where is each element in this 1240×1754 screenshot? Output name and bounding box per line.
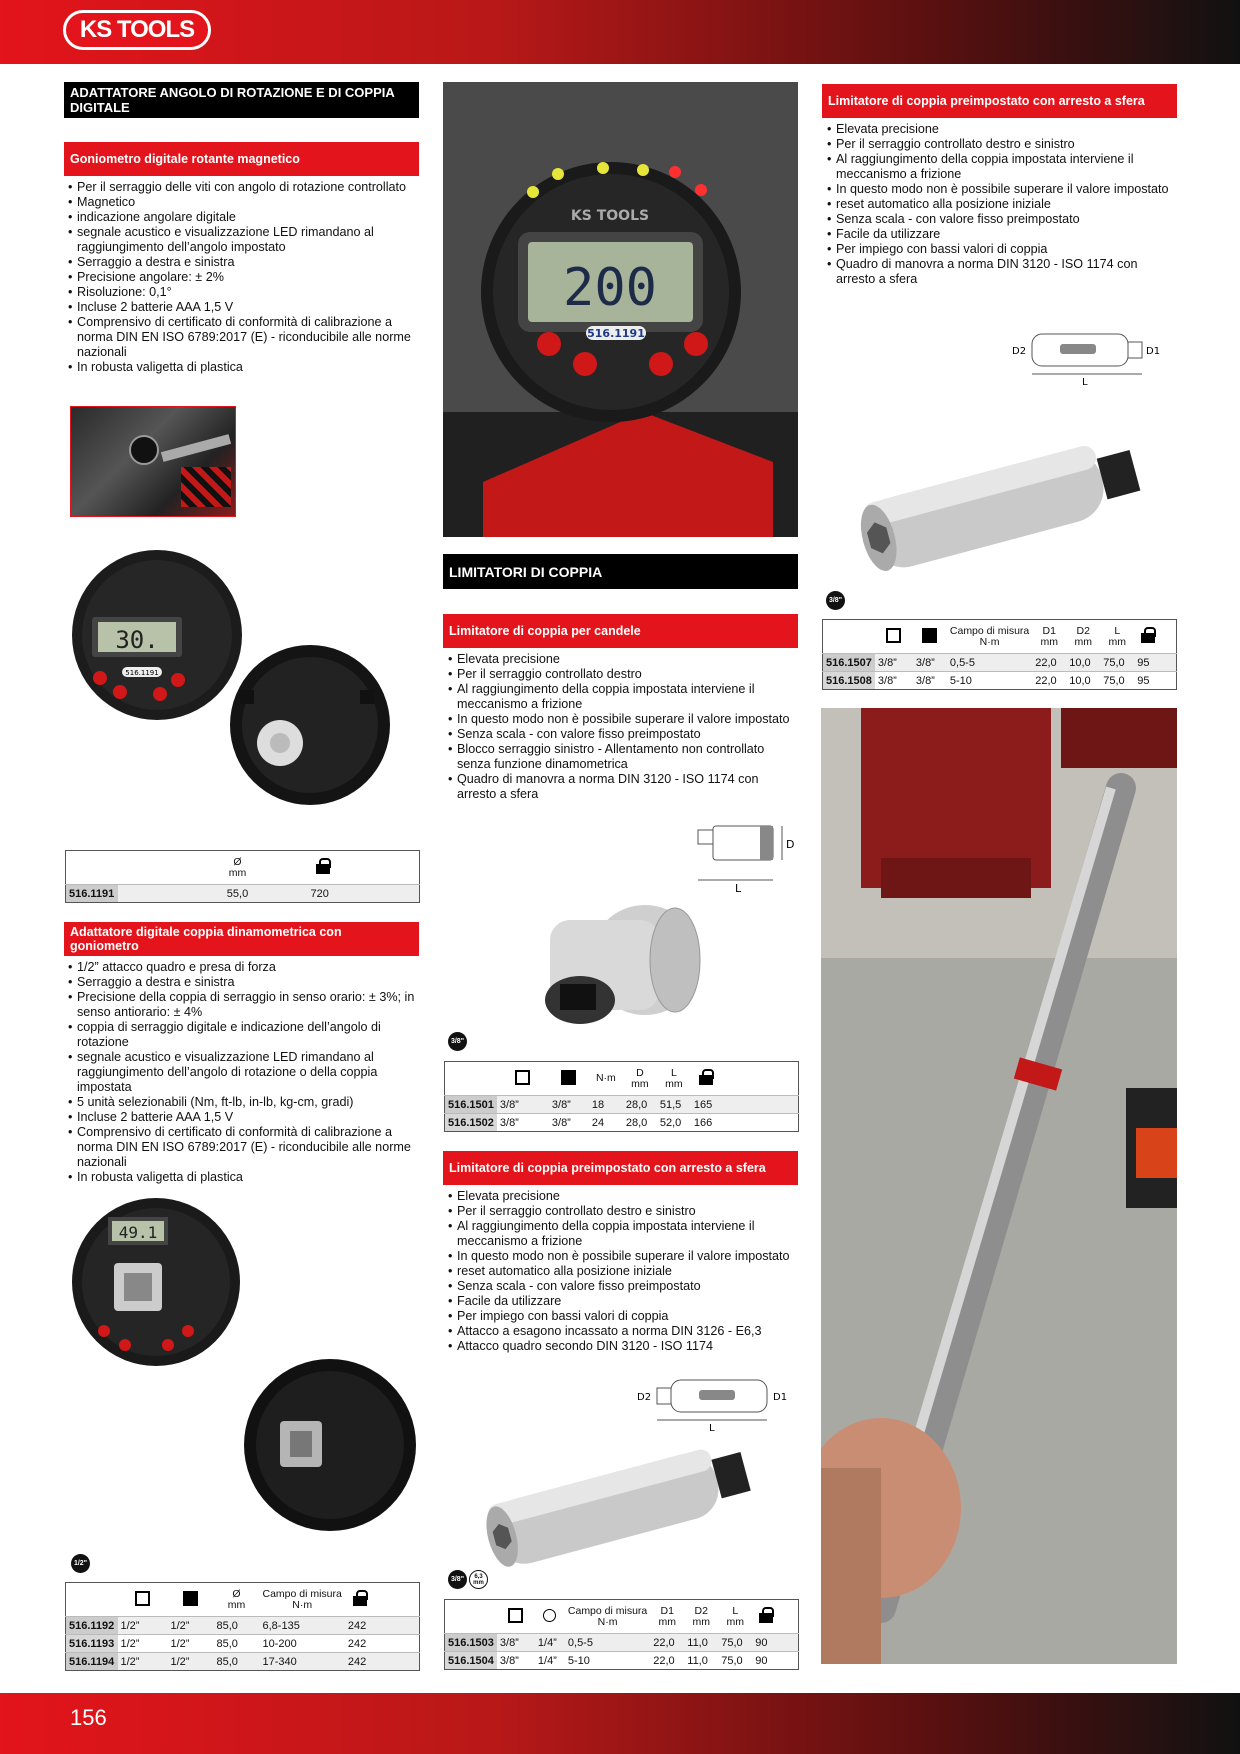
bullet-item: • Senza scala - con valore fisso preimpostato: [446, 1279, 801, 1294]
bullet-list-adattatore: [66, 960, 421, 1185]
bullet-item: • Blocco serraggio sinistro - Allentamento non controllato senza funzione dinamometrica: [446, 742, 801, 772]
goniometro-product-image: [70, 540, 422, 810]
svg-text:L: L: [1082, 377, 1088, 386]
svg-text:D2: D2: [637, 1392, 652, 1403]
spec-table-adattatore: Ø mm Campo di misura N·m 516.1192 1/2” 1/2” 85,0 6,8-135 242 516.1193 1/2” 1/2” 85,0 10-200 242 516.1194 1/2” 1/2” 85,0 17-340 242: [65, 1582, 420, 1671]
square-drive-icon: [508, 1608, 523, 1623]
bullet-item: • Precisione angolare: ± 2%: [66, 270, 421, 285]
table-row: 516.1194 1/2” 1/2” 85,0 17-340 242: [66, 1653, 420, 1671]
dimension-diagram-arresto-2: [1010, 330, 1170, 386]
lcd-display: 30.: [115, 626, 159, 654]
torque-wrench-usage-photo: [821, 708, 1177, 1664]
table-row: 516.1501 3/8” 3/8” 18 28,0 51,5 165: [445, 1096, 799, 1114]
bullet-item: • Quadro di manovra a norma DIN 3120 - ISO 1174 con arresto a sfera: [825, 257, 1180, 287]
table-row: 516.1504 3/8” 1/4” 5-10 22,0 11,0 75,0 90: [445, 1652, 799, 1670]
weight-icon: [759, 1607, 773, 1623]
section-title: ADATTATORE ANGOLO DI ROTAZIONE E DI COPPIA DIGITALE: [64, 82, 419, 118]
ks-tools-logo: KS TOOLS: [63, 10, 211, 50]
bullet-item: • Magnetico: [66, 195, 421, 210]
spec-table-goniometro: Ø mm 516.1191 55,0 720: [65, 850, 420, 903]
bullet-item: • Comprensivo di certificato di conformità di calibrazione a norma DIN EN ISO 6789:2017 (E) - riconducibile alle norme nazionali: [66, 315, 421, 360]
bullet-item: • In questo modo non è possibile superare il valore impostato: [446, 1249, 801, 1264]
lcd-display-2: 49.1: [118, 1223, 158, 1242]
spec-table-candele: N·m D mm L mm 516.1501 3/8” 3/8” 18 28,0 51,5 165 516.1502 3/8” 3/8” 24 28,0 52,0 166: [444, 1061, 799, 1132]
svg-text:KS TOOLS: KS TOOLS: [570, 208, 650, 224]
limitatore-arresto-image-1: [470, 1440, 770, 1570]
square-drive-icon: [135, 1591, 150, 1606]
bullet-list-goniometro: [66, 180, 421, 375]
bullet-item: • Al raggiungimento della coppia impostata interviene il meccanismo a frizione: [446, 682, 801, 712]
bullet-item: • Incluse 2 batterie AAA 1,5 V: [66, 300, 421, 315]
bullet-item: • Attacco quadro secondo DIN 3120 - ISO 1174: [446, 1339, 801, 1354]
size-badge-arresto-2: 3/8": [826, 591, 845, 610]
bullet-item: • Elevata precisione: [446, 1189, 801, 1204]
svg-text:D1: D1: [1146, 346, 1161, 357]
subtitle-arresto-sfera-2: Limitatore di coppia preimpostato con arresto a sfera: [822, 84, 1177, 118]
hex-badge-arresto-1: 6,3 mm: [469, 1570, 488, 1589]
table-row: 516.1508 3/8” 3/8” 5-10 22,0 10,0 75,0 95: [823, 672, 1177, 690]
square-drive-icon: [515, 1070, 530, 1085]
svg-text:L: L: [709, 1423, 715, 1432]
weight-icon: [1141, 627, 1155, 643]
bullet-list-arresto-sfera-1: [446, 1189, 801, 1354]
square-output-icon: [922, 628, 937, 643]
bullet-list-candele: [446, 652, 801, 802]
table-row: 516.1192 1/2” 1/2” 85,0 6,8-135 242: [66, 1617, 420, 1635]
size-badge: 1/2": [71, 1554, 90, 1573]
square-output-icon: [183, 1591, 198, 1606]
bullet-item: • Per il serraggio controllato destro: [446, 667, 801, 682]
subtitle-adattatore: Adattatore digitale coppia dinamometrica con goniometro: [64, 922, 419, 956]
bullet-item: • Attacco a esagono incassato a norma DIN 3126 - E6,3: [446, 1324, 801, 1339]
bullet-item: • In questo modo non è possibile superare il valore impostato: [446, 712, 801, 727]
size-badge-arresto-1: 3/8": [448, 1570, 467, 1589]
table-row: 516.1502 3/8” 3/8” 24 28,0 52,0 166: [445, 1114, 799, 1132]
spec-table-arresto-2: Campo di misura N·m D1 mm D2 mm L mm 516.1507 3/8” 3/8” 0,5-5 22,0 10,0 75,0 95 516.1508 3/8” 3/8” 5-10 22,0 10,0 75,0 95: [822, 619, 1177, 690]
table-row: 516.1193 1/2” 1/2” 85,0 10-200 242: [66, 1635, 420, 1653]
svg-text:516.1191: 516.1191: [587, 327, 645, 340]
table-row: 516.1507 3/8” 3/8” 0,5-5 22,0 10,0 75,0 95: [823, 654, 1177, 672]
bullet-item: • 1/2” attacco quadro e presa di forza: [66, 960, 421, 975]
bullet-item: • Elevata precisione: [446, 652, 801, 667]
svg-text:L: L: [735, 882, 742, 895]
spec-table-arresto-1: Campo di misura N·m D1 mm D2 mm L mm 516.1503 3/8” 1/4” 0,5-5 22,0 11,0 75,0 90 516.1504 3/8” 1/4” 5-10 22,0 11,0 75,0 90: [444, 1599, 799, 1670]
subtitle-arresto-sfera-1: Limitatore di coppia preimpostato con arresto a sfera: [443, 1151, 798, 1185]
weight-icon: [353, 1590, 367, 1606]
bullet-item: • Per impiego con bassi valori di coppia: [825, 242, 1180, 257]
bullet-item: • Per il serraggio controllato destro e sinistro: [446, 1204, 801, 1219]
bullet-item: • In robusta valigetta di plastica: [66, 1170, 421, 1185]
bullet-item: • Al raggiungimento della coppia impostata interviene il meccanismo a frizione: [825, 152, 1180, 182]
square-drive-icon: [886, 628, 901, 643]
bullet-item: • In questo modo non è possibile superare il valore impostato: [825, 182, 1180, 197]
bullet-item: • reset automatico alla posizione iniziale: [446, 1264, 801, 1279]
bullet-item: • Per il serraggio controllato destro e sinistro: [825, 137, 1180, 152]
bullet-item: • Facile da utilizzare: [825, 227, 1180, 242]
subtitle-goniometro: Goniometro digitale rotante magnetico: [64, 142, 419, 176]
bullet-item: • Senza scala - con valore fisso preimpostato: [446, 727, 801, 742]
bullet-list-arresto-sfera-2: [825, 122, 1180, 287]
bullet-item: • Facile da utilizzare: [446, 1294, 801, 1309]
section-title-limitatori: LIMITATORI DI COPPIA: [443, 554, 798, 589]
bullet-item: • Comprensivo di certificato di conformità di calibrazione a norma DIN EN ISO 6789:2017 (E) - riconducibile alle norme nazionali: [66, 1125, 421, 1170]
size-badge-candele: 3/8": [448, 1032, 467, 1051]
subtitle-candele: Limitatore di coppia per candele: [443, 614, 798, 648]
weight-icon: [699, 1069, 713, 1085]
bullet-item: • coppia di serraggio digitale e indicazione dell’angolo di rotazione: [66, 1020, 421, 1050]
dimension-diagram-candele: [690, 820, 800, 898]
svg-text:D1: D1: [773, 1392, 788, 1403]
usage-photo-small: [70, 406, 236, 517]
dimension-diagram-arresto-1: [635, 1376, 795, 1432]
svg-text:D: D: [786, 838, 795, 851]
bullet-item: • Al raggiungimento della coppia impostata interviene il meccanismo a frizione: [446, 1219, 801, 1249]
bullet-item: • Per impiego con bassi valori di coppia: [446, 1309, 801, 1324]
lcd-display-3: 200: [563, 258, 657, 318]
bullet-item: • Precisione della coppia di serraggio in senso orario: ± 3%; in senso antiorario: ± 4%: [66, 990, 421, 1020]
svg-text:D2: D2: [1012, 346, 1027, 357]
adattatore-product-image: [70, 1195, 422, 1555]
goniometro-usage-photo: [443, 82, 798, 537]
bullet-item: • segnale acustico e visualizzazione LED rimandano al raggiungimento dell’angolo di rotazione o della coppia impostata: [66, 1050, 421, 1095]
bullet-item: • Per il serraggio delle viti con angolo di rotazione controllato: [66, 180, 421, 195]
bullet-item: • reset automatico alla posizione iniziale: [825, 197, 1180, 212]
page-footer: [0, 1693, 1240, 1754]
bullet-item: • In robusta valigetta di plastica: [66, 360, 421, 375]
square-output-icon: [561, 1070, 576, 1085]
bullet-item: • Elevata precisione: [825, 122, 1180, 137]
table-row: 516.1191 55,0 720: [66, 885, 420, 903]
bullet-item: • segnale acustico e visualizzazione LED rimandano al raggiungimento dell’angolo impostato: [66, 225, 421, 255]
page-number: 156: [70, 1705, 107, 1730]
table-row: 516.1503 3/8” 1/4” 0,5-5 22,0 11,0 75,0 90: [445, 1634, 799, 1652]
bullet-item: • indicazione angolare digitale: [66, 210, 421, 225]
bullet-item: • Serraggio a destra e sinistra: [66, 975, 421, 990]
limitatore-candele-image: [520, 900, 720, 1040]
bullet-item: • Risoluzione: 0,1°: [66, 285, 421, 300]
limitatore-arresto-image-2: [850, 428, 1160, 578]
weight-icon: [316, 858, 330, 874]
bullet-item: • Incluse 2 batterie AAA 1,5 V: [66, 1110, 421, 1125]
svg-text:516.1191: 516.1191: [125, 669, 159, 677]
page-header: [0, 0, 1240, 64]
bullet-item: • Serraggio a destra e sinistra: [66, 255, 421, 270]
hex-socket-icon: [543, 1609, 556, 1622]
bullet-item: • Senza scala - con valore fisso preimpostato: [825, 212, 1180, 227]
bullet-item: • 5 unità selezionabili (Nm, ft-lb, in-lb, kg-cm, gradi): [66, 1095, 421, 1110]
bullet-item: • Quadro di manovra a norma DIN 3120 - ISO 1174 con arresto a sfera: [446, 772, 801, 802]
